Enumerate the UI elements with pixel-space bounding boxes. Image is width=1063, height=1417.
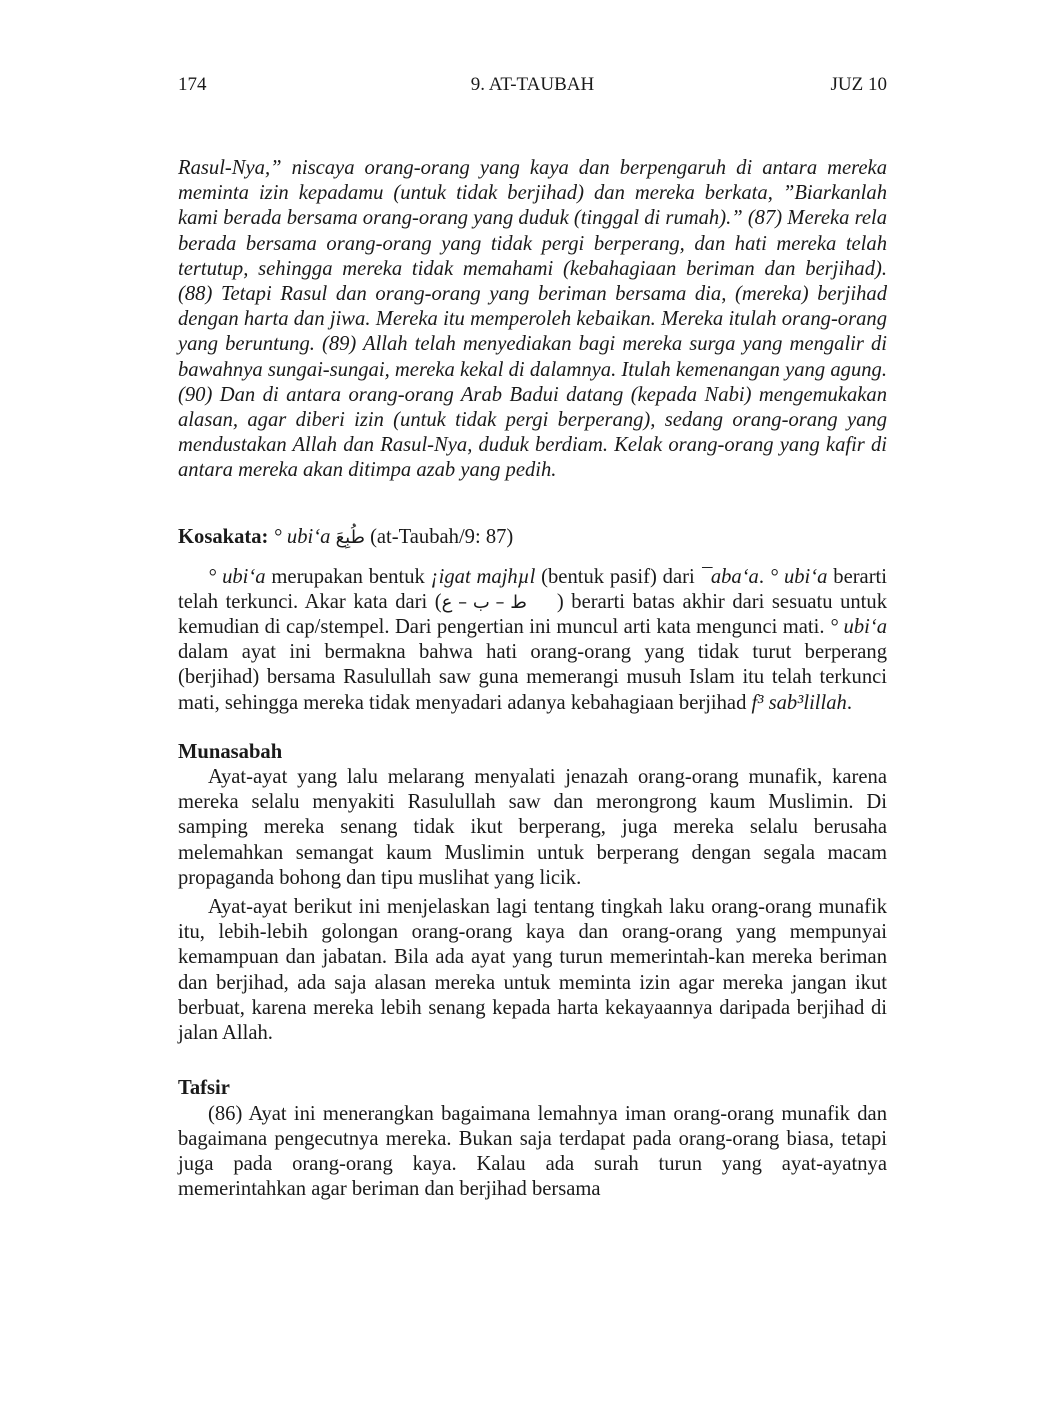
munasabah-heading: Munasabah: [178, 740, 283, 763]
kosakata-text-3: .: [758, 565, 770, 588]
kosakata-text-6: dalam ayat ini bermakna bahwa hati orang-orang yang tidak turut berperang (berjihad) bersama Rasulullah saw guna memerangi musuh Islam itu telah terkunci mati, sehingga mereka tidak menyadari adanya kebahagiaan berjihad: [178, 641, 887, 714]
munasabah-paragraph-1: Ayat-ayat yang lalu melarang menyalati jenazah orang-orang munafik, karena mereka selalu menyakiti Rasulullah saw dan merongrong kaum Muslimin. Di samping mereka senang tidak ikut berperang, juga mereka selalu berusaha melemahkan semangat kaum Muslimin untuk berperang dengan segala macam propaganda bohong dan tipu muslihat yang licik.: [178, 766, 887, 889]
kosakata-reference: (at-Taubah/9: 87): [370, 525, 514, 548]
tafsir-paragraph-1: (86) Ayat ini menerangkan bagaimana lemahnya iman orang-orang munafik dan bagaimana pengecutnya mereka. Bukan saja terdapat pada orang-orang biasa, tetapi juga pada orang-orang kaya. Kalau ada surah turun yang ayat-ayatnya memerintahkan agar beriman dan berjihad bersama: [178, 1102, 887, 1201]
term-tubia-1: ° ubi‘a: [208, 565, 266, 588]
kosakata-term: ° ubi‘a: [273, 525, 331, 548]
kosakata-text-1: merupakan bentuk: [265, 565, 431, 588]
page-content: [178, 156, 887, 1202]
term-tubia-2: ° ubi‘a: [769, 565, 828, 588]
term-fi-sabilillah: f³ sab³lillah: [751, 691, 847, 714]
page-header: [178, 74, 887, 104]
term-taba-a: ¯aba‘a: [700, 565, 759, 588]
chapter-title: 9. AT-TAUBAH: [470, 74, 595, 95]
kosakata-text-2: (bentuk pasif) dari: [535, 565, 701, 588]
translation-paragraph: Rasul-Nya,” niscaya orang-orang yang kaya dan berpengaruh di antara mereka meminta izin kepadamu (untuk tidak berjihad) dan mereka berkata, ”Biarkanlah kami berada bersama orang-orang yang duduk (tinggal di rumah).” (87) Mereka rela berada bersama orang-orang yang tidak pergi berperang, dan hati mereka telah tertutup, sehingga mereka tidak memahami (kebahagiaan beriman dan berjihad). (88) Tetapi Rasul dan orang-orang yang beriman bersama dia, (mereka) berjihad dengan harta dan jiwa. Mereka itu memperoleh kebaikan. Mereka itulah orang-orang yang beruntung. (89) Allah telah menyediakan bagi mereka surga yang mengalir di bawahnya sungai-sungai, mereka kekal di dalamnya. Itulah kemenangan yang agung. (90) Dan di antara orang-orang Arab Badui datang (kepada Nabi) mengemukakan alasan, agar diberi izin (untuk tidak pergi berperang), sedang orang-orang yang mendustakan Allah dan Rasul-Nya, duduk berdiam. Kelak orang-orang yang kafir di antara mereka akan ditimpa azab yang pedih.: [178, 157, 887, 482]
arabic-root-letters: ط – ب – ع: [441, 591, 527, 613]
term-sigat-majhul: ¡igat majhµl: [430, 565, 536, 588]
kosakata-explanation: [178, 565, 887, 716]
juz-label: JUZ 10: [830, 74, 887, 95]
page-number: 174: [178, 74, 207, 95]
tafsir-heading: Tafsir: [178, 1077, 230, 1100]
kosakata-text-4: berarti telah terkunci. Akar kata dari (: [178, 565, 888, 613]
kosakata-text-5: ) berarti batas akhir dari sesuatu untuk kemudian di cap/stempel. Dari pengertian ini muncul arti kata mengunci mati.: [178, 590, 888, 639]
kosakata-text-7: .: [846, 691, 852, 714]
kosakata-title-line: [178, 524, 887, 551]
kosakata-label: Kosakata:: [178, 525, 269, 548]
munasabah-paragraph-2: Ayat-ayat berikut ini menjelaskan lagi tentang tingkah laku orang-orang munafik itu, lebih-lebih golongan orang-orang kaya dan orang-orang yang mempunyai kemampuan dan jabatan. Bila ada ayat yang turun memerintah-kan mereka beriman dan berjihad, ada saja alasan mereka untuk meminta izin agar mereka jangan ikut berbuat, karena mereka lebih senang kepada harta kekayaannya daripada berjihad di jalan Allah.: [178, 896, 887, 1045]
term-tubia-3: ° ubi‘a: [829, 616, 887, 639]
kosakata-arabic: طُبِعَ: [335, 526, 365, 548]
